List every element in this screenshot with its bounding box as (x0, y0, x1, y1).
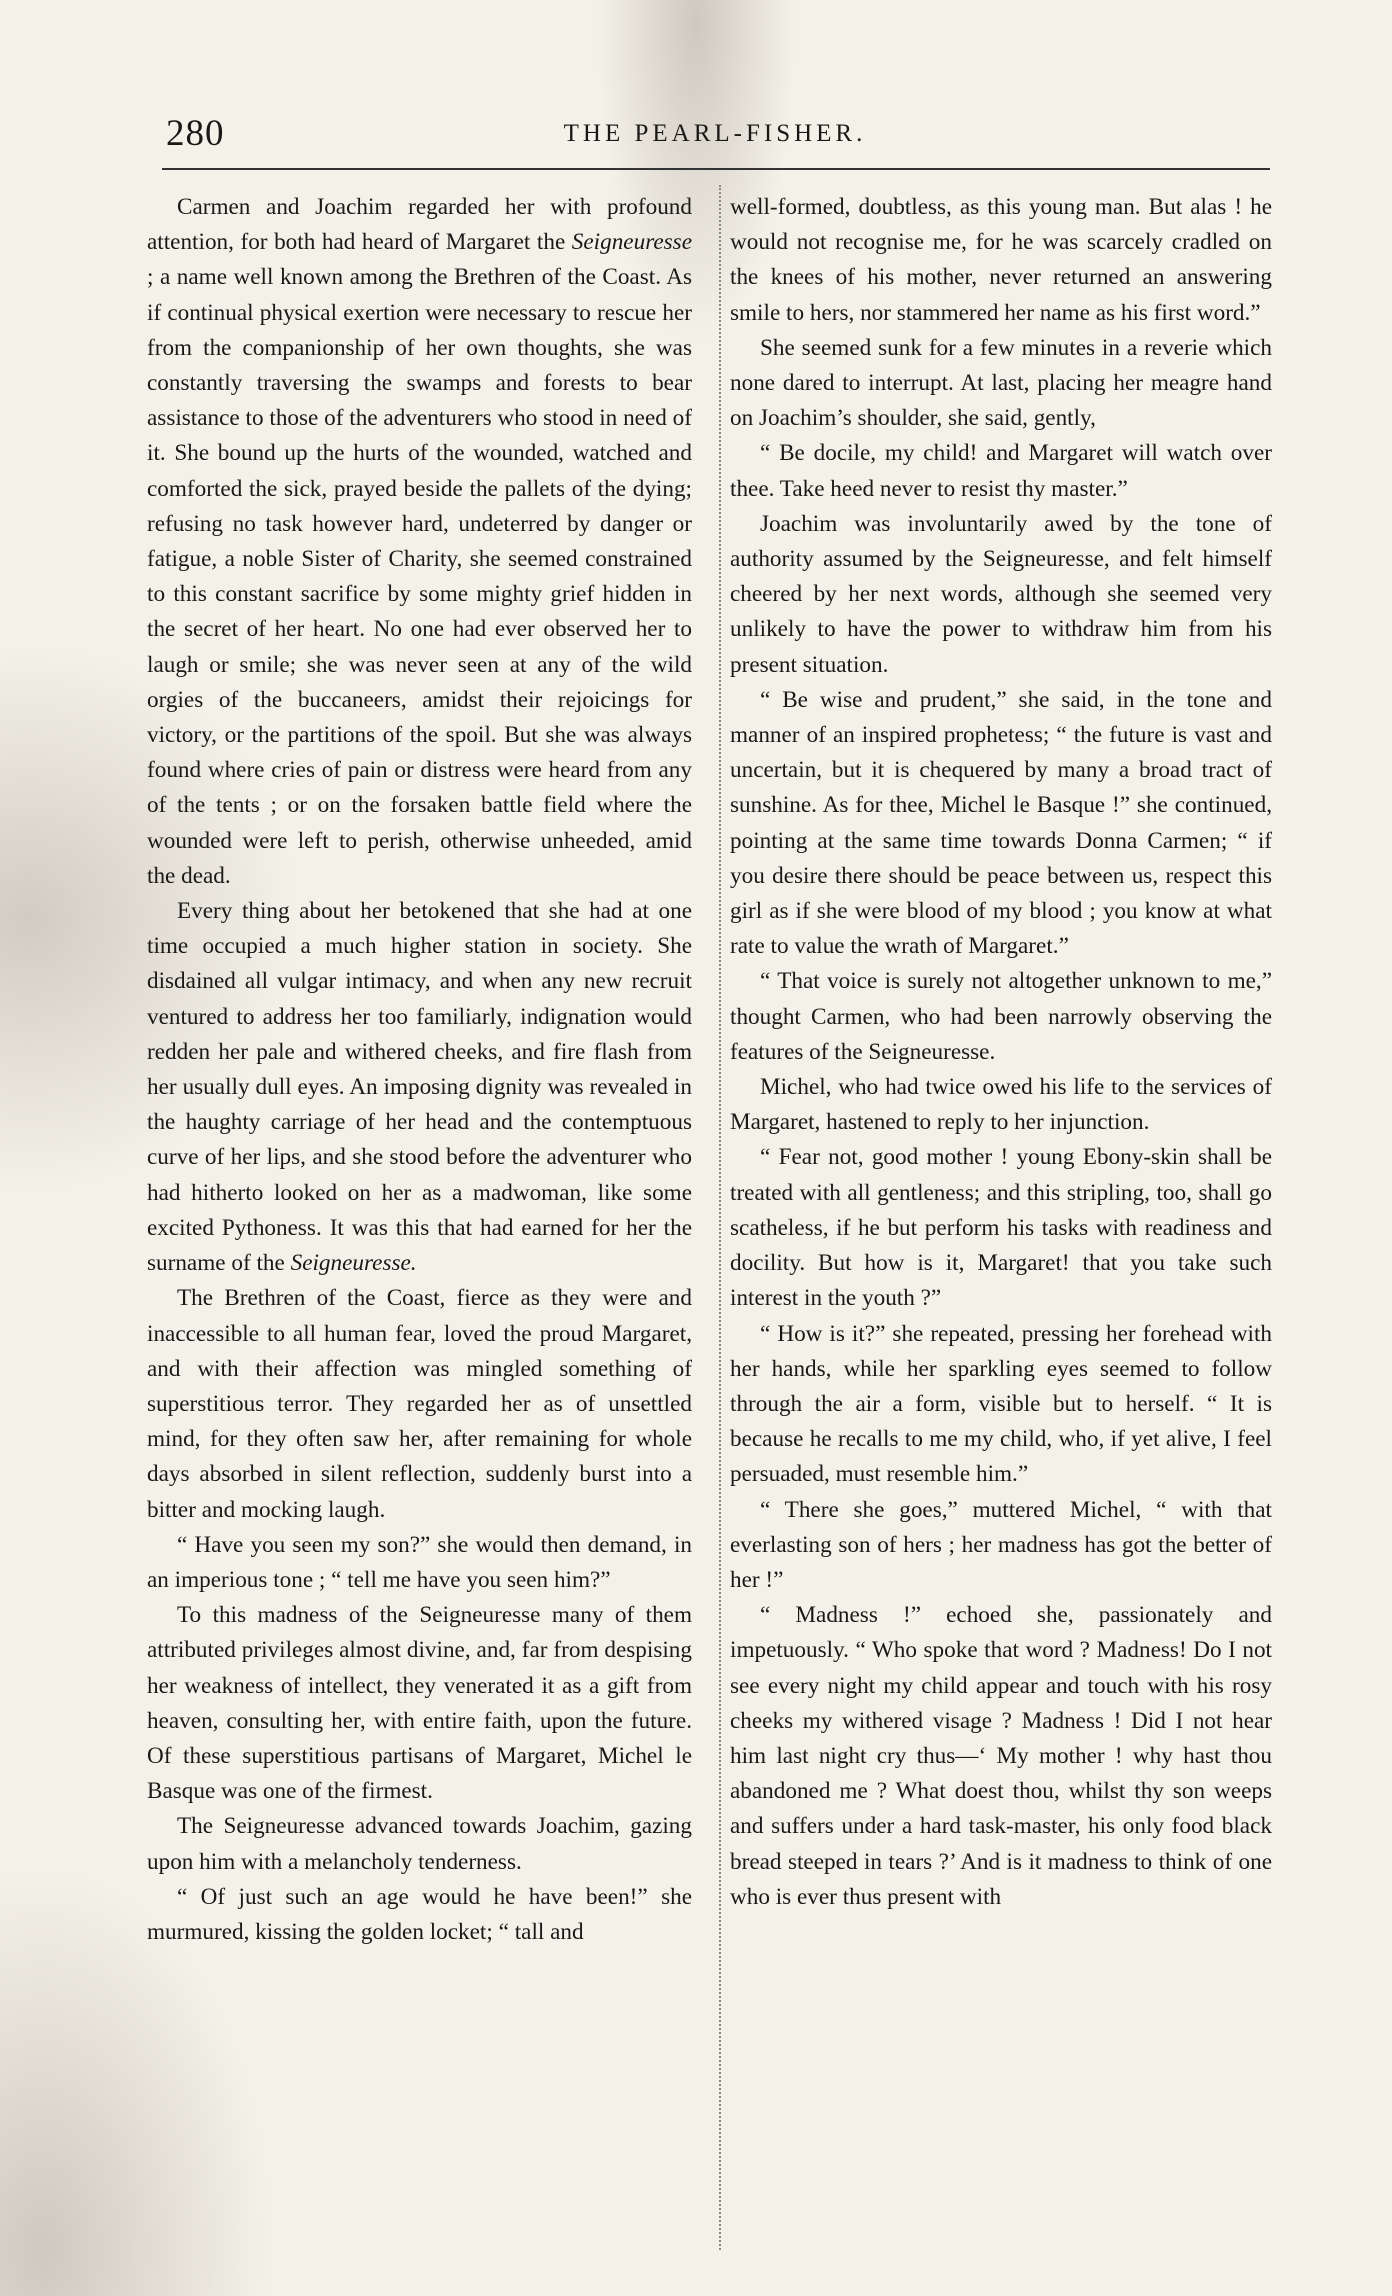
paragraph: The Seigneuresse advanced towards Joachim, gazing upon him with a melancholy tenderness. (147, 1813, 692, 1875)
left-column (147, 190, 692, 1950)
paragraph: Every thing about her betokened that she had at one time occupied a much higher station in society. She disdained all vulgar intimacy, and when any new recruit ventured to address her too familiarly, indignation would redden her pale and withered cheeks, and fire flash from her usually dull eyes. An imposing dignity was revealed in the haughty carriage of her head and the contemptuous curve of her lips, and she stood before the adventurer who had hitherto looked on her as a madwoman, like some excited Pythoness. It was this that had earned for her the surname of the Seigneuresse. (147, 898, 692, 1277)
header-rule (162, 168, 1270, 170)
paragraph: The Brethren of the Coast, fierce as they were and inaccessible to all human fear, loved the proud Margaret, and with their affection was mingled something of superstitious terror. They regarded her as of unsettled mind, for they often saw her, after remaining for whole days absorbed in silent reflection, suddenly burst into a bitter and mocking laugh. (147, 1285, 692, 1523)
paragraph: “ Be wise and prudent,” she said, in the tone and manner of an inspired prophetess; “ the future is vast and uncertain, but it is chequered by many a broad tract of sunshine. As for thee, Michel le Basque !” she continued, pointing at the same time towards Donna Carmen; “ if you desire there should be peace between us, respect this girl as if she were blood of my blood ; you know at what rate to value the wrath of Margaret.” (730, 686, 1272, 960)
paragraph: Michel, who had twice owed his life to the services of Margaret, hastened to reply to her injunction. (730, 1074, 1272, 1136)
page-header (160, 112, 1270, 158)
paragraph: Carmen and Joachim regarded her with profound attention, for both had heard of Margaret the Seigneuresse ; a name well known among the Brethren of the Coast. As if continual physical exertion were necessary to rescue her from the companionship of her own thoughts, she was constantly traversing the swamps and forests to bear assistance to those of the adventurers who stood in need of it. She bound up the hurts of the wounded, watched and comforted the sick, prayed beside the pallets of the dying; refusing no task however hard, undeterred by danger or fatigue, a noble Sister of Charity, she seemed constrained to this constant sacrifice by some mighty grief hidden in the secret of her heart. No one had ever observed her to laugh or smile; she was never seen at any of the wild orgies of the buccaneers, amidst their rejoicings for victory, or the partitions of the spoil. But she was always found where cries of pain or distress were heard from any of the tents ; or on the forsaken battle field where the wounded were left to perish, otherwise unheeded, amid the dead. (147, 194, 692, 889)
paragraph: “ Be docile, my child! and Margaret will watch over thee. Take heed never to resist thy master.” (730, 440, 1272, 502)
paragraph: To this madness of the Seigneuresse many of them attributed privileges almost divine, and, far from despising her weakness of intellect, they venerated it as a gift from heaven, consulting her, with entire faith, upon the future. Of these superstitious partisans of Margaret, Michel le Basque was one of the firmest. (147, 1602, 692, 1805)
column-divider (719, 185, 721, 2250)
paragraph: “ Madness !” echoed she, passionately and impetuously. “ Who spoke that word ? Madness! Do I not see every night my child appear and touch with his rosy cheeks my withered visage ? Madness ! Did I not hear him last night cry thus—‘ My mother ! why hast thou abandoned me ? What doest thou, whilst thy son weeps and suffers under a hard task-master, his only food black bread steeped in tears ?’ And is it madness to think of one who is ever thus present with (730, 1602, 1272, 1910)
paragraph: well-formed, doubtless, as this young man. But alas ! he would not recognise me, for he was scarcely cradled on the knees of his mother, never returned an answering smile to hers, nor stammered her name as his first word.” (730, 194, 1272, 326)
paragraph: “ That voice is surely not altogether unknown to me,” thought Carmen, who had been narrowly observing the features of the Seigneuresse. (730, 968, 1272, 1065)
page-number: 280 (166, 113, 225, 154)
paragraph: “ Fear not, good mother ! young Ebony-skin shall be treated with all gentleness; and this stripling, too, shall go scatheless, if he but perform his tasks with readiness and docility. But how is it, Margaret! that you take such interest in the youth ?” (730, 1144, 1272, 1312)
paragraph: “ Have you seen my son?” she would then demand, in an imperious tone ; “ tell me have you seen him?” (147, 1531, 692, 1593)
right-column (730, 190, 1272, 1915)
running-title: THE PEARL-FISHER. (563, 120, 867, 147)
paragraph: Joachim was involuntarily awed by the tone of authority assumed by the Seigneuresse, and felt himself cheered by her next words, although she seemed very unlikely to have the power to withdraw him from his present situation. (730, 510, 1272, 678)
paragraph: “ How is it?” she repeated, pressing her forehead with her hands, while her sparkling eyes seemed to follow through the air a form, visible but to herself. “ It is because he recalls to me my child, who, if yet alive, I feel persuaded, must resemble him.” (730, 1320, 1272, 1488)
paragraph: She seemed sunk for a few minutes in a reverie which none dared to interrupt. At last, placing her meagre hand on Joachim’s shoulder, she said, gently, (730, 334, 1272, 432)
paragraph: “ There she goes,” muttered Michel, “ with that everlasting son of hers ; her madness has got the better of her !” (730, 1496, 1272, 1593)
paragraph: “ Of just such an age would he have been!” she murmured, kissing the golden locket; “ tall and (147, 1883, 692, 1945)
